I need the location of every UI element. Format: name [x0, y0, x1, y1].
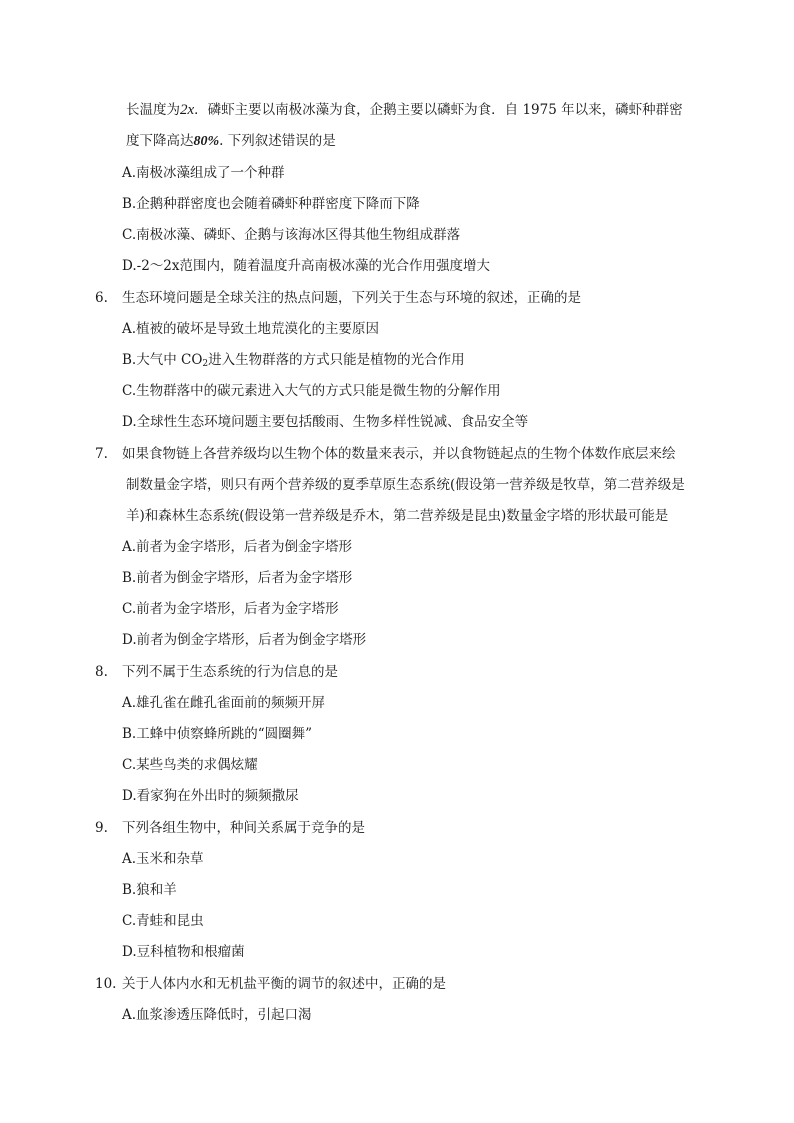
q6-stem: 生态环境问题是全球关注的热点问题，下列关于生态与环境的叙述，正确的是	[122, 290, 581, 306]
q5-option-d[interactable]: D.-2～2x范围内，随着温度升高南极冰藻的光合作用强度增大	[122, 258, 490, 274]
q6-option-b[interactable]	[122, 350, 465, 370]
q5-option-c[interactable]: C.南极冰藻、磷虾、企鹅与该海冰区得其他生物组成群落	[122, 227, 461, 243]
q5-percent: 80%	[193, 134, 220, 149]
q8-number: 8.	[95, 664, 108, 680]
q9-option-d[interactable]: D.豆科植物和根瘤菌	[122, 944, 245, 960]
q6-number: 6.	[95, 290, 108, 306]
q9-option-a[interactable]: A.玉米和杂草	[122, 851, 204, 867]
q5-text: . 下列叙述错误的是	[219, 133, 336, 149]
q7-stem-line-1: 如果食物链上各营养级均以生物个体的数量来表示，并以食物链起点的生物个体数作底层来绘	[122, 446, 676, 462]
q7-option-b[interactable]: B.前者为倒金字塔形，后者为金字塔形	[122, 570, 353, 586]
q8-stem: 下列不属于生态系统的行为信息的是	[122, 664, 338, 680]
q5-stem-line-1	[126, 100, 683, 120]
q5-stem-line-2	[126, 131, 336, 152]
q8-option-a[interactable]: A.雄孔雀在雌孔雀面前的频频开屏	[122, 695, 326, 711]
q9-stem: 下列各组生物中，种间关系属于竞争的是	[122, 820, 365, 836]
q5-option-a[interactable]: A.南极冰藻组成了一个种群	[122, 165, 285, 181]
q5-text: 度下降高达	[126, 133, 194, 149]
q8-option-b[interactable]: B.工蜂中侦察蜂所跳的“圆圈舞”	[122, 726, 313, 742]
q5-text: ．磷虾主要以南极冰藻为食，企鹅主要以磷虾为食．自 1975 年以来，磷虾种群密	[194, 102, 683, 118]
q6-option-b-text: B.大气中 CO	[122, 352, 203, 368]
q8-option-c[interactable]: C.某些鸟类的求偶炫耀	[122, 757, 258, 773]
q7-number: 7.	[95, 446, 108, 462]
q7-option-c[interactable]: C.前者为金字塔形，后者为金字塔形	[122, 601, 339, 617]
q6-option-b-subscript: 2	[202, 359, 209, 369]
q6-option-a[interactable]: A.植被的破坏是导致土地荒漠化的主要原因	[122, 321, 380, 337]
q5-option-b[interactable]: B.企鹅种群密度也会随着磷虾种群密度下降而下降	[122, 196, 420, 212]
q10-stem: 关于人体内水和无机盐平衡的调节的叙述中，正确的是	[122, 976, 446, 992]
q9-option-c[interactable]: C.青蛙和昆虫	[122, 913, 204, 929]
q7-stem-line-3: 羊)和森林生态系统(假设第一营养级是乔木，第二营养级是昆虫)数量金字塔的形状最可能是	[126, 508, 669, 524]
q6-option-b-text: 进入生物群落的方式只能是植物的光合作用	[208, 352, 465, 368]
q8-option-d[interactable]: D.看家狗在外出时的频频撒尿	[122, 788, 299, 804]
q5-variable: 2x	[180, 102, 195, 118]
q7-option-d[interactable]: D.前者为倒金字塔形，后者为倒金字塔形	[122, 632, 367, 648]
q10-option-a[interactable]: A.血浆渗透压降低时，引起口渴	[122, 1007, 312, 1023]
q6-option-c[interactable]: C.生物群落中的碳元素进入大气的方式只能是微生物的分解作用	[122, 383, 501, 399]
q10-number: 10.	[95, 976, 117, 992]
q9-number: 9.	[95, 820, 108, 836]
q6-option-d[interactable]: D.全球性生态环境问题主要包括酸雨、生物多样性锐减、食品安全等	[122, 414, 529, 430]
q7-option-a[interactable]: A.前者为金字塔形，后者为倒金字塔形	[122, 539, 353, 555]
q5-text: 长温度为	[126, 102, 180, 118]
q7-stem-line-2: 制数量金字塔，则只有两个营养级的夏季草原生态系统(假设第一营养级是牧草，第二营养级是	[126, 477, 685, 493]
q9-option-b[interactable]: B.狼和羊	[122, 882, 177, 898]
